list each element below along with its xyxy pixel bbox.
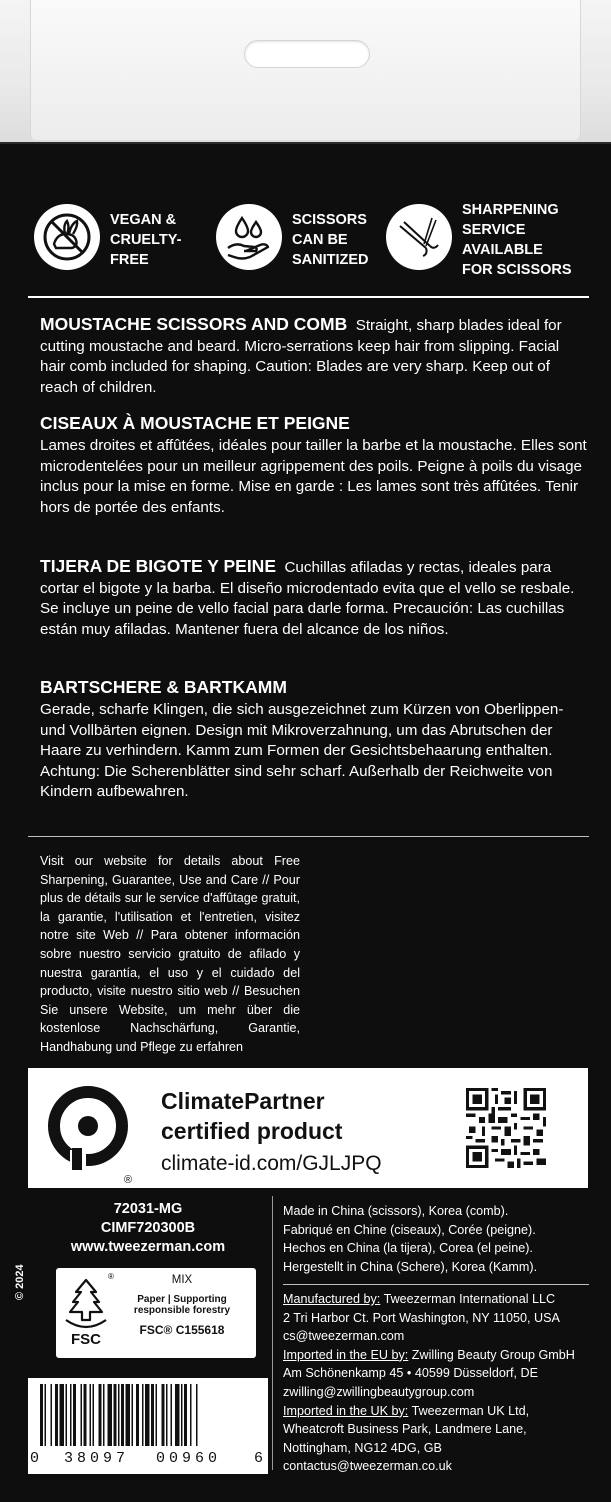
barcode-bar — [108, 1384, 113, 1446]
upc-barcode — [28, 1378, 268, 1474]
barcode-bar — [121, 1384, 124, 1446]
heading-es: TIJERA DE BIGOTE Y PEINE — [40, 556, 276, 576]
badge-sanitized-label: SCISSORS CAN BE SANITIZED — [292, 212, 369, 268]
barcode-left-digits: 38097 — [64, 1450, 130, 1467]
sku-code: 72031-MG — [113, 1201, 183, 1217]
divider-origin — [283, 1284, 589, 1285]
product-codes — [28, 1200, 268, 1257]
barcode-bar — [132, 1384, 134, 1446]
climate-partner-logo — [48, 1086, 130, 1170]
barcode-bar — [126, 1384, 131, 1446]
hand-drops-icon — [216, 204, 282, 270]
barcode-bar — [171, 1384, 173, 1446]
barcode-bar — [196, 1384, 198, 1446]
barcode-bar — [145, 1384, 150, 1446]
manufacturer-email[interactable]: cs@tweezerman.com — [283, 1329, 405, 1344]
barcode-bar — [73, 1384, 76, 1446]
description-es — [40, 556, 588, 640]
barcode-first-digit: 0 — [30, 1450, 40, 1467]
origin-statements — [283, 1202, 593, 1276]
eu-importer-label: Imported in the EU by: — [283, 1347, 409, 1362]
barcode-bar — [181, 1384, 183, 1446]
barcode-last-digit: 6 — [254, 1450, 264, 1467]
fsc-tree-logo-icon — [60, 1274, 112, 1350]
company-addresses — [283, 1290, 593, 1476]
barcode-bar — [118, 1384, 120, 1446]
badge-sanitized — [210, 198, 390, 288]
uk-importer-name: Tweezerman UK Ltd, — [408, 1403, 530, 1418]
climate-subtitle: certified product — [161, 1118, 343, 1144]
origin-de: Hergestellt in China (Schere), Korea (Kamm). — [283, 1259, 538, 1274]
scissors-icon — [386, 204, 452, 270]
barcode-right-digits: 00960 — [156, 1450, 222, 1467]
barcode-bar — [184, 1384, 187, 1446]
badge-sharpening-label: SHARPENING SERVICE AVAILABLE FOR SCISSORS — [462, 202, 572, 278]
text-en: Straight, sharp blades ideal for cutting moustache and beard. Micro-serrations keep hair from slipping. Facial hair comb included for shaping. Caution: Blades are very sharp. Keep out of reach of children. — [40, 317, 562, 396]
fsc-mix: MIX — [171, 1274, 193, 1286]
fsc-logo-text: FSC — [71, 1331, 101, 1348]
website-note: Visit our website for details about Free Sharpening, Guarantee, Use and Care // Pour plus de détails sur le service d'affûtage gratuit, la garantie, l'utilisation et l'entretien, visitez notre site Web // Para obtener información sobre nuestro servicio gratuito de afilado y nuestra garantía, el uso y el cuidado del producto, visite nuestro sitio web // Besuchen Sie unsere Website, um mehr über die kostenlose Nachschärfung, Garantie, Handhabung und Pflege zu erfahren — [40, 854, 300, 1054]
barcode-bar — [156, 1384, 158, 1446]
fsc-code: FSC® C155618 — [139, 1323, 225, 1337]
barcode-bar — [40, 1384, 43, 1446]
barcode-bar — [70, 1384, 72, 1446]
barcode-bar — [45, 1384, 47, 1446]
manufacturer-label: Manufactured by: — [283, 1292, 381, 1306]
rabbit-crossed-icon — [34, 204, 100, 270]
barcode-bar — [55, 1384, 58, 1446]
hang-hole — [244, 40, 370, 68]
divider-middle — [28, 836, 589, 837]
description-fr — [40, 412, 588, 518]
fsc-label — [56, 1268, 256, 1358]
hang-tab — [0, 0, 611, 145]
barcode-bar — [166, 1384, 168, 1446]
description-en — [40, 314, 588, 398]
barcode-bar — [60, 1384, 65, 1446]
uk-importer-address-1: Wheatcroft Business Park, Landmere Lane, — [283, 1422, 527, 1437]
barcode-bar — [175, 1384, 180, 1446]
uk-importer-email[interactable]: contactus@tweezerman.co.uk — [283, 1459, 452, 1474]
barcode-bar — [66, 1384, 68, 1446]
origin-fr: Fabriqué en Chine (ciseaux), Corée (peigne). — [283, 1222, 536, 1237]
climate-reg-mark: ® — [124, 1174, 133, 1186]
divider-top — [28, 296, 589, 298]
barcode-bar — [51, 1384, 53, 1446]
text-fr: Lames droites et affûtées, idéales pour tailler la barbe et la moustache. Elles sont microdentelées pour un meilleur agrippement des poils. Peigne à poils du visage inclus pour la mise en forme. Mise en garde : Les lames sont très affûtées. Tenir hors de portée des enfants. — [40, 437, 587, 516]
barcode-bar — [93, 1384, 95, 1446]
barcode-bar — [142, 1384, 144, 1446]
barcode-bar — [162, 1384, 165, 1446]
barcode-bars — [36, 1384, 260, 1446]
barcode-bar — [103, 1384, 105, 1446]
climate-title: ClimatePartner — [161, 1088, 325, 1114]
cimf-code: CIMF720300B — [100, 1220, 196, 1236]
barcode-bar — [90, 1384, 92, 1446]
website-url[interactable]: www.tweezerman.com — [70, 1239, 226, 1255]
climate-url[interactable]: climate-id.com/GJLJPQ — [161, 1152, 382, 1175]
description-de — [40, 676, 588, 803]
barcode-bar — [190, 1384, 192, 1446]
manufacturer-name: Tweezerman International LLC — [380, 1292, 556, 1306]
badge-vegan-label: VEGAN & CRUELTY- FREE — [110, 212, 182, 268]
heading-de: BARTSCHERE & BARTKAMM — [40, 677, 287, 697]
heading-en: MOUSTACHE SCISSORS AND COMB — [40, 314, 348, 334]
copyright: © 2024 — [14, 1264, 26, 1300]
barcode-bar — [114, 1384, 117, 1446]
hang-tab-panel — [30, 0, 581, 140]
origin-es: Hechos en China (la tijera), Corea (el peine). — [283, 1241, 533, 1256]
text-de: Gerade, scharfe Klingen, die sich ausgezeichnet zum Kürzen von Oberlippen- und Vollbärten eignen. Design mit Mikroverzahnung, um das Abrutschen der Haare zu verhindern. Kamm zum Formen der Gesichtsbehaarung enthalten. Achtung: Die Scherenblätter sind sehr scharf. Außerhalb der Reichweite von Kindern aufbewahren. — [40, 701, 564, 800]
barcode-bar — [99, 1384, 102, 1446]
fsc-reg-mark: ® — [108, 1272, 114, 1281]
eu-importer-address: Am Schönenkamp 45 • 40599 Düsseldorf, DE — [283, 1366, 539, 1381]
manufacturer-address: 2 Tri Harbor Ct. Port Washington, NY 11050, USA — [283, 1310, 560, 1325]
fsc-paper-text: Paper | Supporting responsible forestry — [133, 1294, 231, 1316]
barcode-bar — [136, 1384, 139, 1446]
origin-en: Made in China (scissors), Korea (comb). — [283, 1204, 509, 1218]
badge-sharpening — [380, 198, 572, 288]
uk-importer-label: Imported in the UK by: — [283, 1403, 409, 1418]
heading-fr: CISEAUX À MOUSTACHE ET PEIGNE — [40, 413, 350, 433]
text-es: Cuchillas afiladas y rectas, ideales para cortar el bigote y la barba. El diseño microdentado evita que el vello se resbale. Se incluye un peine de vello facial para darle forma. Precaución: Las cuchillas están muy afiladas. Mantener fuera del alcance de los niños. — [40, 559, 575, 638]
eu-importer-name: Zwilling Beauty Group GmbH — [408, 1347, 575, 1362]
uk-importer-address-2: Nottingham, NG12 4DG, GB — [283, 1440, 442, 1455]
vertical-divider — [272, 1196, 273, 1470]
qr-code[interactable] — [466, 1088, 546, 1168]
barcode-bar — [81, 1384, 83, 1446]
eu-importer-email[interactable]: zwilling@zwillingbeautygroup.com — [283, 1384, 475, 1399]
feature-badges — [28, 198, 588, 288]
badge-vegan — [28, 198, 208, 288]
barcode-bar — [151, 1384, 154, 1446]
climate-partner-panel — [28, 1068, 588, 1188]
barcode-bar — [84, 1384, 87, 1446]
